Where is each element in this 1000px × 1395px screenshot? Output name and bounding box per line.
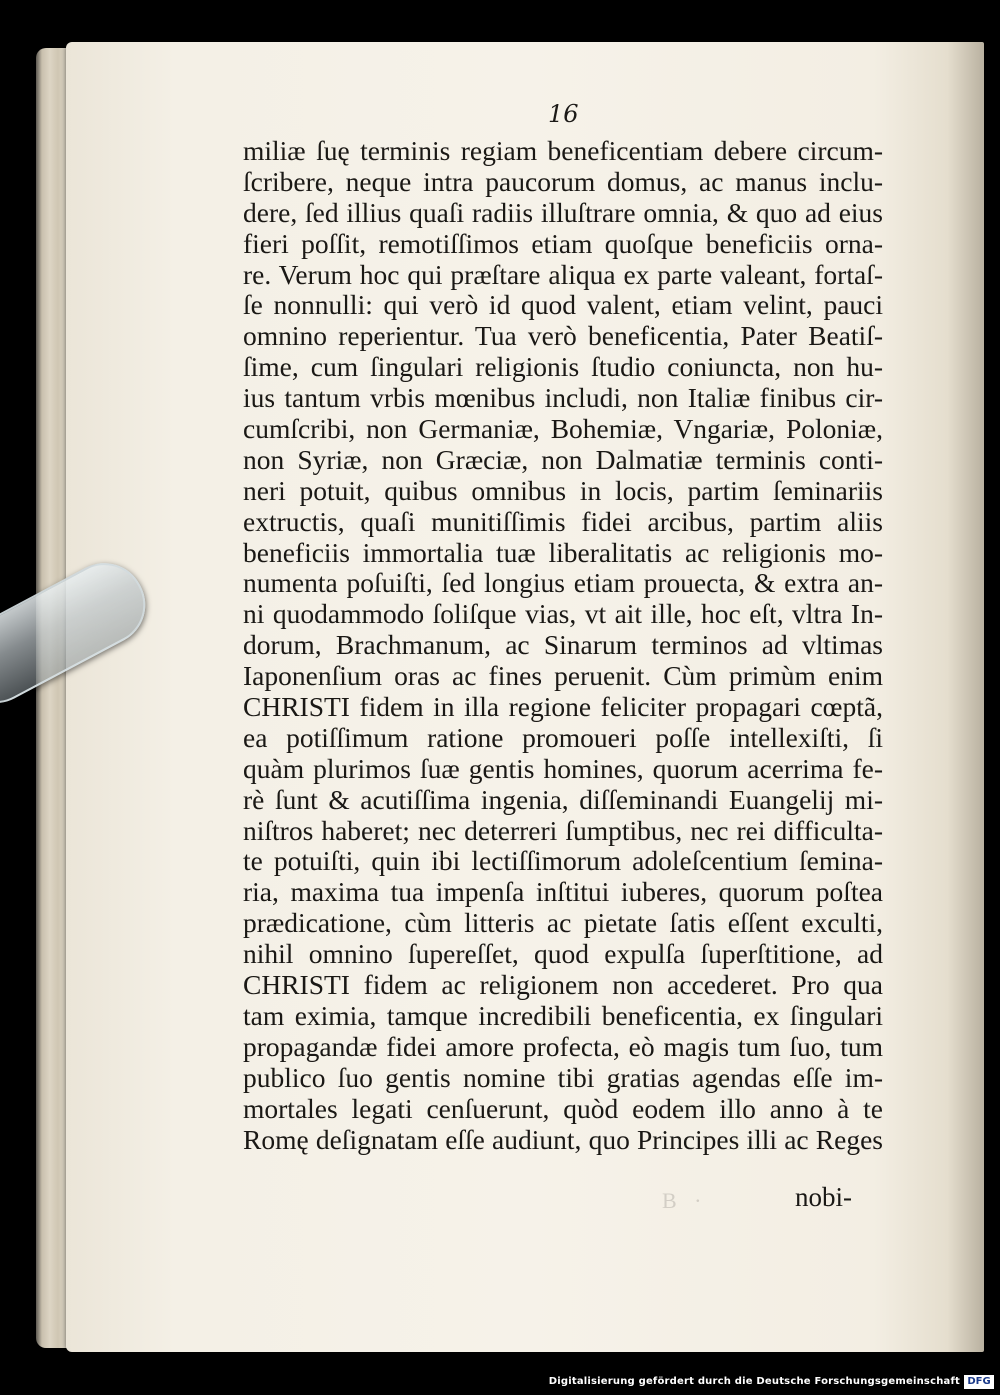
text-line: CHRISTI fidem ac religionem non accederet. Pro qua [243, 969, 883, 1001]
text-line: mortales legati cenſuerunt, quòd eodem illo anno à te [243, 1092, 883, 1124]
text-line: CHRISTI fidem in illa regione feliciter propagari cœptã, [243, 691, 883, 723]
text-line: Romę deſignatam eſſe audiunt, quo Principes illi ac Reges [243, 1123, 883, 1155]
text-line: rè ſunt & acutiſſima ingenia, diſſeminandi Euangelij mi- [243, 783, 883, 815]
text-line: publico ſuo gentis nomine tibi gratias agendas eſſe im- [243, 1061, 883, 1093]
text-line: ſe nonnulli: qui verò id quod valent, etiam velint, pauci [243, 289, 883, 321]
text-line: neri potuit, quibus omnibus in locis, partim ſeminariis [243, 474, 883, 506]
text-line: ſcribere, neque intra paucorum domus, ac manus inclu- [243, 165, 883, 197]
text-line: ni quodammodo ſoliſque vias, vt ait ille, hoc eſt, vltra In- [243, 598, 883, 630]
text-line: beneficiis immortalia tuæ liberalitatis ac religionis mo- [243, 536, 883, 568]
text-line: extructis, quaſi munitiſſimis fidei arcibus, partim aliis [243, 505, 883, 537]
page-number: 16 [548, 100, 579, 128]
text-line: re. Verum hoc qui præſtare aliqua ex parte valeant, fortaſ- [243, 258, 883, 290]
digitization-credit: Digitalisierung gefördert durch die Deutsche Forschungsgemeinschaft [548, 1376, 960, 1387]
text-line: dere, ſed illius quaſi radiis illuſtrare omnia, & quo ad eius [243, 196, 883, 228]
dfg-logo: DFG [964, 1375, 994, 1389]
text-line: propagandæ fidei amore profecta, eò magis tum ſuo, tum [243, 1030, 883, 1062]
text-line: omnino reperientur. Tua verò beneficentia, Pater Beatiſ- [243, 320, 883, 352]
text-line: ius tantum vrbis mœnibus includi, non Italiæ finibus cir- [243, 382, 883, 414]
text-line: ea potiſſimum ratione promoueri poſſe intellexiſti, ſi [243, 721, 883, 753]
bleed-through-mark: B · [662, 1188, 708, 1213]
text-line: te potuiſti, quin ibi lectiſſimorum adoleſcentium ſemina- [243, 845, 883, 877]
text-line: prædicatione, cùm litteris ac pietate ſatis eſſent exculti, [243, 907, 883, 939]
text-line: fieri poſſit, remotiſſimos etiam quoſque beneficiis orna- [243, 227, 883, 259]
body-text [243, 136, 883, 1155]
text-line: non Syriæ, non Græciæ, non Dalmatiæ terminis conti- [243, 443, 883, 475]
text-line: cumſcribi, non Germaniæ, Bohemiæ, Vngariæ, Poloniæ, [243, 413, 883, 445]
text-line: Iaponenſium oras ac fines peruenit. Cùm primùm enim [243, 660, 883, 692]
text-line: niſtros haberet; nec deterreri ſumptibus, nec rei difficulta- [243, 814, 883, 846]
text-line: tam eximia, tamque incredibili beneficentia, ex ſingulari [243, 999, 883, 1031]
text-line: dorum, Brachmanum, ac Sinarum terminos ad vltimas [243, 629, 883, 661]
text-line: miliæ ſuę terminis regiam beneficentiam debere circum- [243, 135, 883, 166]
text-line: nihil omnino ſupereſſet, quod expulſa ſuperſtitione, ad [243, 938, 883, 970]
text-line: quàm plurimos ſuæ gentis homines, quorum acerrima fe- [243, 752, 883, 784]
text-line: ſime, cum ſingulari religionis ſtudio coniuncta, non hu- [243, 351, 883, 383]
text-line: numenta poſuiſti, ſed longius etiam prouecta, & extra an- [243, 567, 883, 599]
catchword: nobi- [795, 1182, 852, 1212]
text-line: ria, maxima tua impenſa inſtitui iuberes, quorum poſtea [243, 876, 883, 908]
